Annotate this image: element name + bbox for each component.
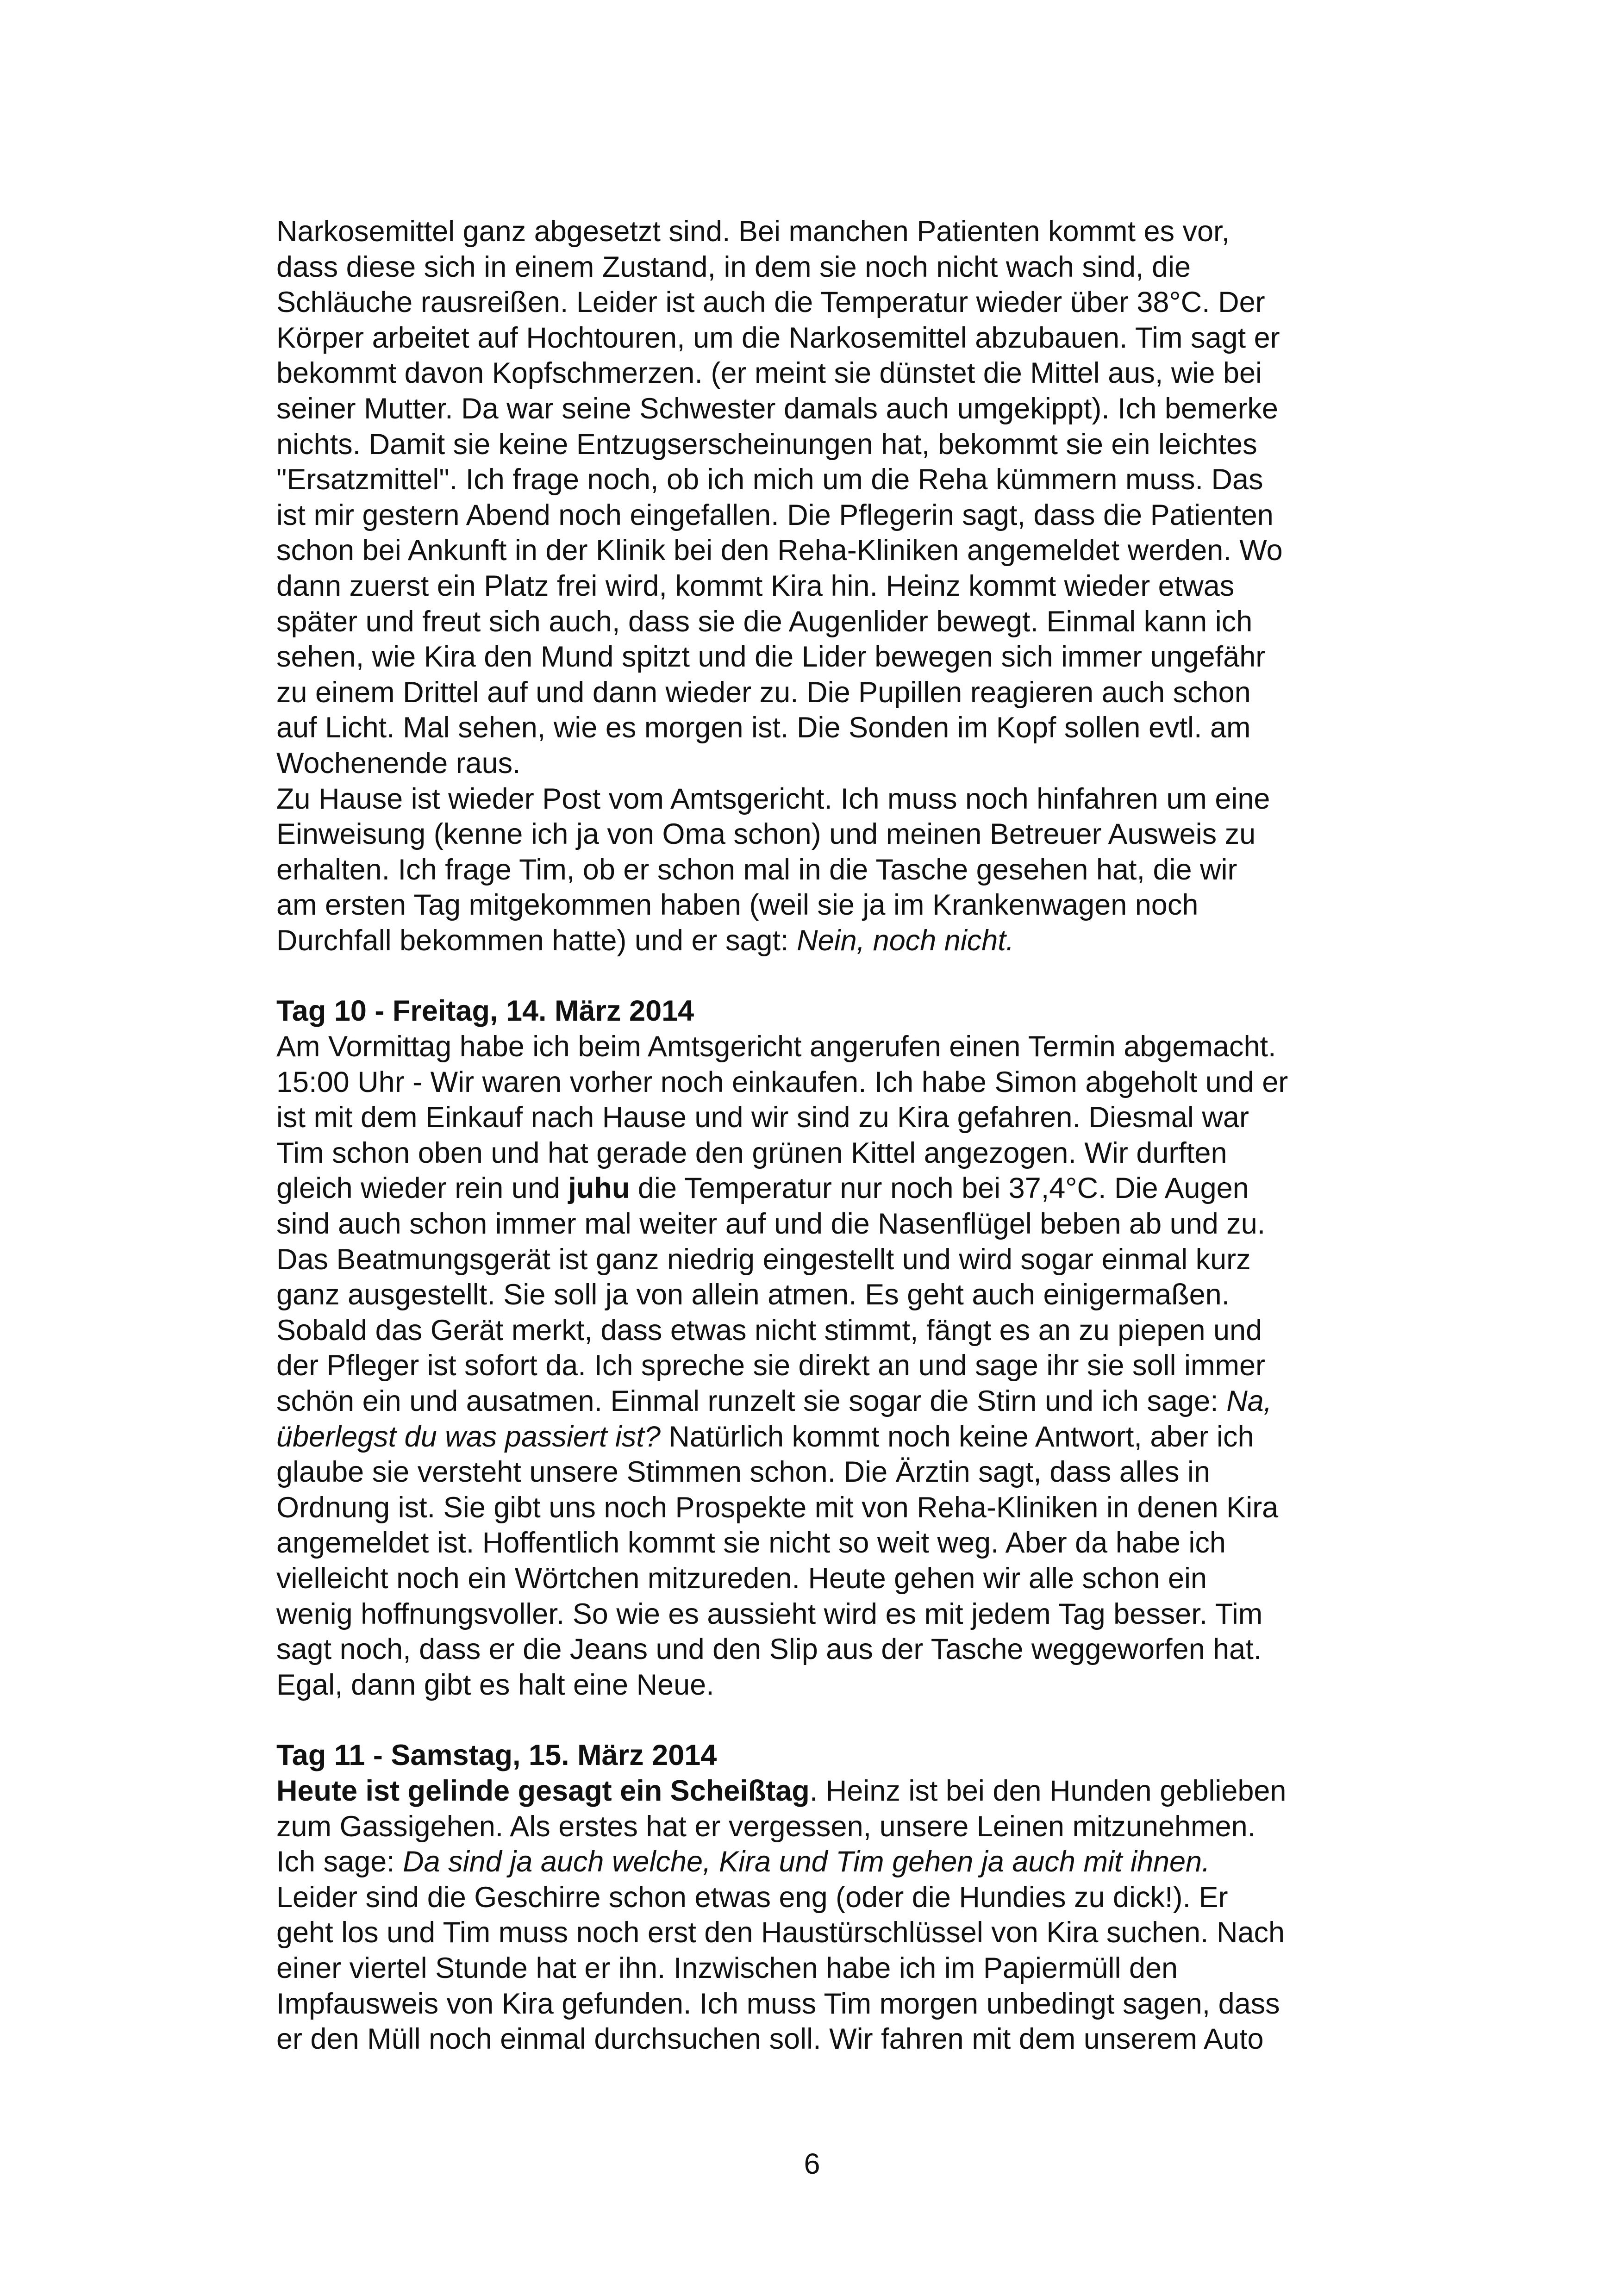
text-line: dann zuerst ein Platz frei wird, kommt Kira hin. Heinz kommt wieder etwas (276, 569, 1235, 602)
text-line (276, 1384, 1378, 1419)
text-line: später und freut sich auch, dass sie die Augenlider bewegt. Einmal kann ich (276, 605, 1253, 638)
paragraph-gap (276, 1703, 1378, 1738)
paragraph (276, 781, 1378, 959)
text-line: Sobald das Gerät merkt, dass etwas nicht stimmt, fängt es an zu piepen und (276, 1314, 1262, 1347)
text-line: nichts. Damit sie keine Entzugserscheinungen hat, bekommt sie ein leichtes (276, 428, 1257, 461)
text-line: sagt noch, dass er die Jeans und den Slip aus der Tasche weggeworfen hat. (276, 1633, 1262, 1666)
text-segment: Natürlich kommt noch keine Antwort, aber ich (660, 1420, 1254, 1453)
text-line: sind auch schon immer mal weiter auf und die Nasenflügel beben ab und zu. (276, 1208, 1266, 1241)
text-segment: Ich sage: (276, 1846, 403, 1878)
quoted-speech: Da sind ja auch welche, Kira und Tim gehen ja auch mit ihnen. (403, 1846, 1210, 1878)
text-line: Am Vormittag habe ich beim Amtsgericht angerufen einen Termin abgemacht. (276, 1030, 1276, 1063)
text-line: sehen, wie Kira den Mund spitzt und die Lider bewegen sich immer ungefähr (276, 641, 1266, 674)
paragraph (276, 1029, 1378, 1703)
text-line (276, 1773, 1378, 1809)
text-line: auf Licht. Mal sehen, wie es morgen ist. Die Sonden im Kopf sollen evtl. am (276, 711, 1251, 744)
text-line: Narkosemittel ganz abgesetzt sind. Bei manchen Patienten kommt es vor, (276, 215, 1230, 248)
text-line: Einweisung (kenne ich ja von Oma schon) und meinen Betreuer Ausweis zu (276, 818, 1256, 851)
text-line (276, 1171, 1378, 1206)
text-line: Zu Hause ist wieder Post vom Amtsgericht. Ich muss noch hinfahren um eine (276, 782, 1270, 815)
text-line (276, 923, 1378, 959)
text-line: "Ersatzmittel". Ich frage noch, ob ich mich um die Reha kümmern muss. Das (276, 463, 1263, 496)
text-segment: die Temperatur nur noch bei 37,4°C. Die Augen (630, 1172, 1249, 1205)
paragraph (276, 214, 1378, 781)
text-line: angemeldet ist. Hoffentlich kommt sie nicht so weit weg. Aber da habe ich (276, 1527, 1226, 1559)
text-line: vielleicht noch ein Wörtchen mitzureden. Heute gehen wir alle schon ein (276, 1562, 1207, 1595)
text-line: geht los und Tim muss noch erst den Haustürschlüssel von Kira suchen. Nach (276, 1916, 1285, 1949)
text-line: Schläuche rausreißen. Leider ist auch die Temperatur wieder über 38°C. Der (276, 286, 1265, 319)
text-line: bekommt davon Kopfschmerzen. (er meint sie dünstet die Mittel aus, wie bei (276, 357, 1262, 390)
text-line: zu einem Drittel auf und dann wieder zu. Die Pupillen reagieren auch schon (276, 676, 1251, 709)
emphasis-word: juhu (568, 1172, 630, 1205)
text-line: dass diese sich in einem Zustand, in dem sie noch nicht wach sind, die (276, 250, 1191, 283)
text-line: einer viertel Stunde hat er ihn. Inzwischen habe ich im Papiermüll den (276, 1952, 1178, 1984)
text-segment: gleich wieder rein und (276, 1172, 568, 1205)
text-line: ist mit dem Einkauf nach Hause und wir sind zu Kira gefahren. Diesmal war (276, 1101, 1249, 1134)
text-line: am ersten Tag mitgekommen haben (weil sie ja im Krankenwagen noch (276, 889, 1199, 922)
page-body (276, 214, 1378, 2057)
text-line: wenig hoffnungsvoller. So wie es aussieht wird es mit jedem Tag besser. Tim (276, 1597, 1263, 1630)
text-line: Ordnung ist. Sie gibt uns noch Prospekte mit von Reha-Kliniken in denen Kira (276, 1491, 1279, 1524)
day-heading: Tag 10 - Freitag, 14. März 2014 (276, 995, 694, 1028)
paragraph-gap (276, 958, 1378, 993)
text-line: Tim schon oben und hat gerade den grünen Kittel angezogen. Wir durften (276, 1136, 1227, 1169)
text-line: schon bei Ankunft in der Klinik bei den Reha-Kliniken angemeldet werden. Wo (276, 534, 1283, 567)
text-line: 15:00 Uhr - Wir waren vorher noch einkaufen. Ich habe Simon abgeholt und er (276, 1066, 1288, 1098)
text-line: Leider sind die Geschirre schon etwas eng (oder die Hundies zu dick!). Er (276, 1881, 1228, 1914)
text-line: Egal, dann gibt es halt eine Neue. (276, 1668, 714, 1701)
text-line: Körper arbeitet auf Hochtouren, um die Narkosemittel abzubauen. Tim sagt er (276, 321, 1280, 354)
text-line: Wochenende raus. (276, 747, 521, 780)
quoted-speech: Nein, noch nicht. (797, 924, 1014, 957)
text-line: erhalten. Ich frage Tim, ob er schon mal in die Tasche gesehen hat, die wir (276, 853, 1237, 886)
text-segment: Durchfall bekommen hatte) und er sagt: (276, 924, 797, 957)
paragraph (276, 1773, 1378, 2057)
quoted-speech: überlegst du was passiert ist? (276, 1420, 661, 1453)
day-heading: Tag 11 - Samstag, 15. März 2014 (276, 1739, 717, 1772)
page-number: 6 (804, 2148, 820, 2180)
text-line: ganz ausgestellt. Sie soll ja von allein atmen. Es geht auch einigermaßen. (276, 1278, 1230, 1311)
text-segment: schön ein und ausatmen. Einmal runzelt sie sogar die Stirn und ich sage: (276, 1385, 1227, 1417)
text-line: er den Müll noch einmal durchsuchen soll. Wir fahren mit dem unserem Auto (276, 2023, 1264, 2056)
quoted-speech: Na, (1226, 1385, 1272, 1417)
text-line: Das Beatmungsgerät ist ganz niedrig eingestellt und wird sogar einmal kurz (276, 1243, 1251, 1276)
text-line: zum Gassigehen. Als erstes hat er vergessen, unsere Leinen mitzunehmen. (276, 1810, 1256, 1843)
text-line: seiner Mutter. Da war seine Schwester damals auch umgekippt). Ich bemerke (276, 392, 1278, 425)
text-line: Impfausweis von Kira gefunden. Ich muss Tim morgen unbedingt sagen, dass (276, 1987, 1280, 2020)
text-line: glaube sie versteht unsere Stimmen schon. Die Ärztin sagt, dass alles in (276, 1456, 1210, 1489)
text-line: der Pfleger ist sofort da. Ich spreche sie direkt an und sage ihr sie soll immer (276, 1349, 1265, 1382)
text-line (276, 1844, 1378, 1880)
text-line: ist mir gestern Abend noch eingefallen. Die Pflegerin sagt, dass die Patienten (276, 499, 1274, 531)
emphasis-phrase: Heute ist gelinde gesagt ein Scheißtag (276, 1774, 810, 1807)
text-segment: . Heinz ist bei den Hunden geblieben (809, 1774, 1287, 1807)
text-line (276, 1419, 1378, 1455)
